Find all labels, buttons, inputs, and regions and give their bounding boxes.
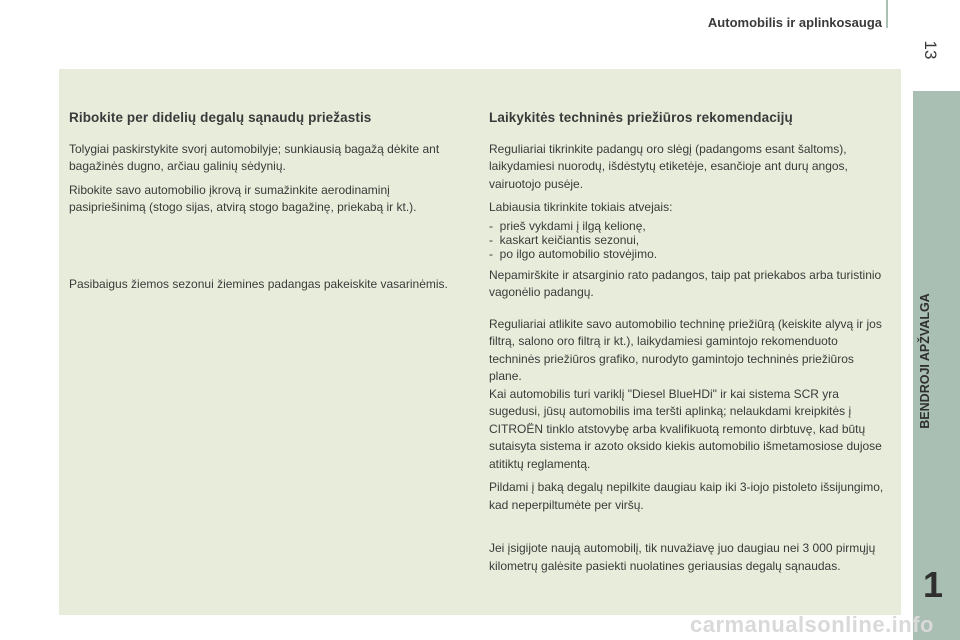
left-column	[69, 109, 469, 299]
header-title: Automobilis ir aplinkosauga	[707, 15, 882, 30]
check-list	[489, 219, 889, 261]
watermark: carmanualsonline.info	[690, 612, 934, 637]
right-paragraph-3: Nepamirškite ir atsarginio rato padangos, taip pat priekabos arba turistinio vagonėlio padangų.	[489, 267, 882, 299]
list-item: - po ilgo automobilio stovėjimo.	[489, 247, 889, 261]
right-paragraph-4: Reguliariai atlikite savo automobilio techninę priežiūrą (keiskite alyvą ir jos filtrą, salono oro filtrą ir kt.), laikydamiesi gamintojo rekomenduoto techninės priežiūros grafiko, nurodyto gamintojo techninės priežiūros plane.	[489, 316, 882, 383]
content-panel	[59, 69, 901, 615]
header-rule	[886, 0, 888, 28]
right-paragraph-7: Jei įsigijote naują automobilį, tik nuvažiavę juo daugiau nei 3 000 pirmųjų kilometrų galėsite pasiekti nuolatines geriausias degalų sąnaudas.	[489, 541, 876, 573]
left-paragraph-2: Ribokite savo automobilio įkrovą ir sumažinkite aerodinaminį pasipriešinimą (stogo sijas, atvirą stogo bagažinę, priekabą ir kt.).	[69, 182, 417, 214]
chapter-number: 1	[922, 564, 944, 605]
right-paragraph-6: Pildami į baką degalų nepilkite daugiau kaip iki 3-iojo pistoleto išsijungimo, kad neperpiltumėte per viršų.	[489, 480, 884, 512]
right-paragraph-2: Labiausia tikrinkite tokiais atvejais:	[489, 200, 673, 214]
section-label: BENDROJI APŽVALGA	[918, 293, 932, 429]
list-item: - kaskart keičiantis sezonui,	[489, 233, 889, 247]
left-paragraph-3: Pasibaigus žiemos sezonui žiemines padangas pakeiskite vasarinėmis.	[69, 276, 448, 291]
right-paragraph-5: Kai automobilis turi variklį "Diesel BlueHDi" ir kai sistema SCR yra sugedusi, jūsų automobilis ima teršti aplinką; nelaukdami kreipkitės į CITROËN tinklo atstovybę arba kvalifikuotą remonto dirbtuvę, kad būtų sutaisyta sistema ir azoto oksido kiekis automobilio išmetamosiose dujose atitiktų reglamentą.	[489, 386, 882, 471]
list-item: - prieš vykdami į ilgą kelionę,	[489, 219, 889, 233]
right-column	[489, 109, 889, 581]
right-heading: Laikykitės techninės priežiūros rekomendacijų	[489, 110, 793, 125]
left-paragraph-1: Tolygiai paskirstykite svorį automobilyje; sunkiausią bagažą dėkite ant bagažinės dugno, arčiau galinių sėdynių.	[69, 141, 440, 173]
left-heading: Ribokite per didelių degalų sąnaudų priežastis	[69, 110, 372, 125]
right-paragraph-1: Reguliariai tikrinkite padangų oro slėgį (padangoms esant šaltoms), laikydamiesi nuorodų, išdėstytų etiketėje, esančioje ant durų angos, vairuotojo pusėje.	[489, 141, 848, 191]
page-number: 13	[921, 40, 940, 60]
chapter-sidebar	[913, 91, 960, 640]
